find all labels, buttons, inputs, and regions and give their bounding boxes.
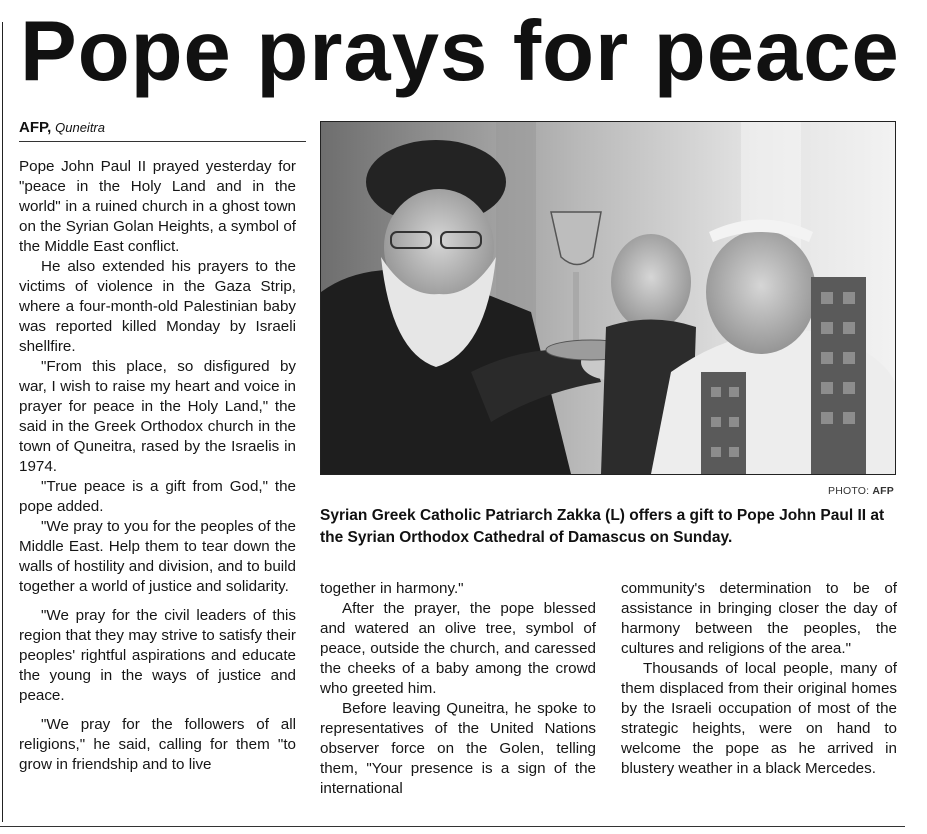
article-column-1 [19,157,296,775]
paragraph: Before leaving Quneitra, he spoke to representatives of the United Nations observer force on the Golen, telling them, "Your presence is a sign of the international [320,700,596,797]
news-photo [320,121,896,475]
paragraph: After the prayer, the pope blessed and watered an olive tree, symbol of peace, outside the church, and caressed the cheeks of a baby among the crowd who greeted him. [320,600,596,697]
bottom-rule [0,826,905,827]
headline: Pope prays for peace [20,4,900,99]
photo-credit-source: AFP [872,485,894,497]
photo-illustration [321,122,895,474]
photo-caption: Syrian Greek Catholic Patriarch Zakka (L) offers a gift to Pope John Paul II at the Syrian Orthodox Cathedral of Damascus on Sunday. [320,507,885,546]
paragraph: "We pray for the civil leaders of this region that they may strive to satisfy their peoples' rightful aspirations and educate the young in the ways of justice and peace. [19,607,296,704]
paragraph: together in harmony." [320,580,464,597]
photo-credit-prefix: PHOTO: [828,485,873,497]
byline [19,118,105,137]
byline-dateline: Quneitra [55,120,105,135]
paragraph: "We pray to you for the peoples of the Middle East. Help them to tear down the walls of hostility and division, and to build together a world of justice and solidarity. [19,518,296,595]
paragraph: He also extended his prayers to the victims of violence in the Gaza Strip, where a four-month-old Palestinian baby was reported killed Monday by Israeli shellfire. [19,258,296,355]
byline-agency: AFP, [19,119,52,136]
left-column-rule [2,22,3,822]
paragraph: "True peace is a gift from God," the pope added. [19,478,296,515]
photo-credit [828,485,894,497]
paragraph: community's determination to be of assistance in bringing closer the day of harmony between the peoples, the cultures and religions of the area." [621,580,897,657]
article-column-2 [320,579,596,799]
paragraph: Pope John Paul II prayed yesterday for "peace in the Holy Land and in the world" in a ruined church in a ghost town on the Syrian Golan Heights, a symbol of the Middle East conflict. [19,158,296,255]
article-column-3 [621,579,897,779]
byline-rule [19,141,306,142]
paragraph: "From this place, so disfigured by war, I wish to raise my heart and voice in prayer for peace in the Holy Land," the said in the Greek Orthodox church in the town of Quneitra, rased by the Israelis in 1974. [19,358,296,475]
paragraph: "We pray for the followers of all religions," he said, calling for them "to grow in friendship and to live [19,716,296,773]
paragraph: Thousands of local people, many of them displaced from their original homes by the Israeli occupation of most of the strategic heights, were on hand to welcome the pope as he arrived in blustery weather in a black Mercedes. [621,660,897,777]
